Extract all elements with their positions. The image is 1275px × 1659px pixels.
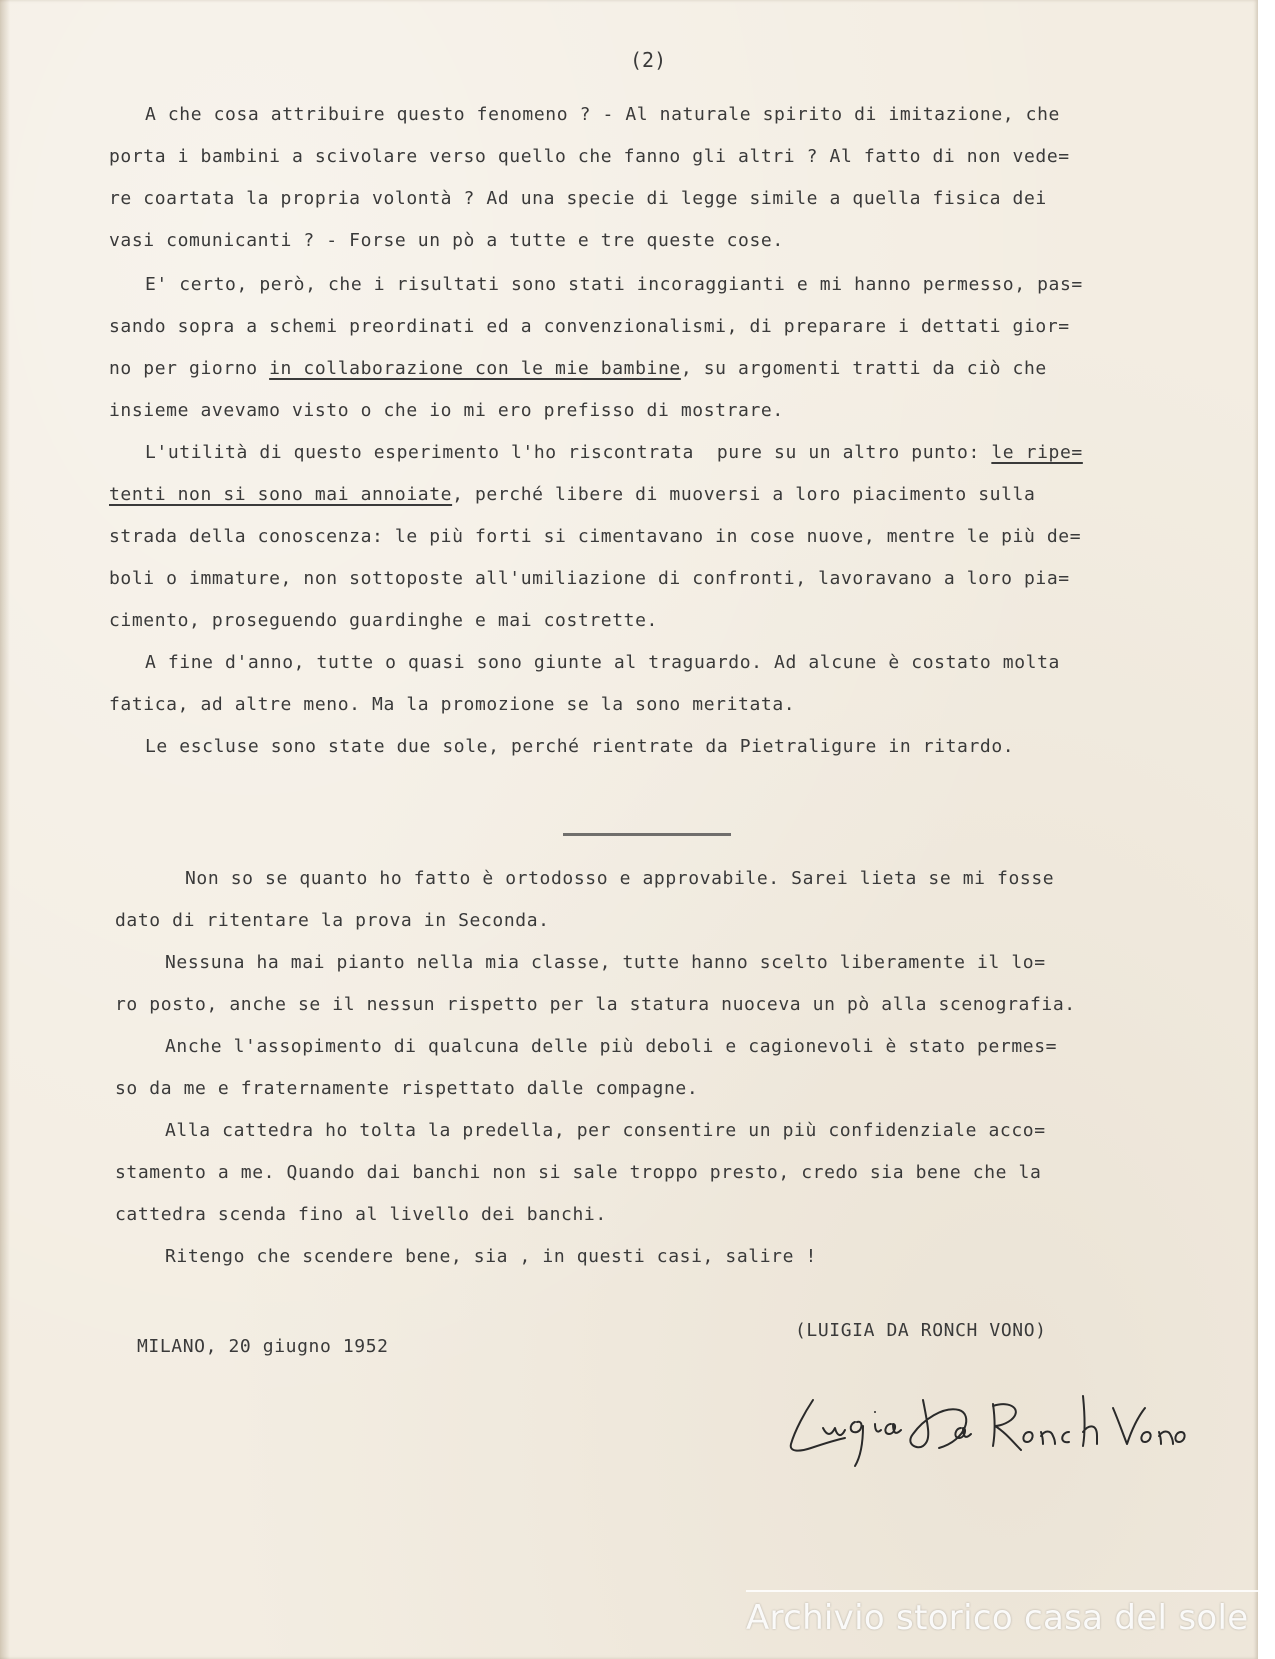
text-segment: , su argomenti tratti da ciò che <box>680 358 1047 379</box>
handwritten-signature <box>783 1382 1193 1472</box>
underlined-text: tenti non si sono mai annoiate <box>109 484 453 505</box>
text-line: A fine d'anno, tutte o quasi sono giunte al traguardo. Ad alcune è costato molta <box>145 652 1060 673</box>
text-line: stamento a me. Quando dai banchi non si sale troppo presto, credo sia bene che la <box>115 1162 1042 1183</box>
text-line: re coartata la propria volontà ? Ad una specie di legge simile a quella fisica dei <box>109 188 1047 209</box>
text-line <box>145 442 1083 464</box>
section-divider <box>563 833 731 836</box>
underlined-text: in collaborazione con le mie bambine <box>269 358 681 379</box>
text-line: Le escluse sono state due sole, perché rientrate da Pietraligure in ritardo. <box>145 736 1015 757</box>
text-line: Nessuna ha mai pianto nella mia classe, tutte hanno scelto liberamente il lo= <box>165 952 1046 973</box>
place-date: MILANO, 20 giugno 1952 <box>137 1336 389 1357</box>
text-line <box>109 358 1047 380</box>
text-line: dato di ritentare la prova in Seconda. <box>115 910 550 931</box>
text-line: cattedra scenda fino al livello dei banchi. <box>115 1204 607 1225</box>
text-line: ro posto, anche se il nessun rispetto per la statura nuoceva un pò alla scenografia. <box>115 994 1076 1015</box>
text-line: strada della conoscenza: le più forti si cimentavano in cose nuove, mentre le più de= <box>109 526 1082 547</box>
text-line: boli o immature, non sottoposte all'umiliazione di confronti, lavoravano a loro pia= <box>109 568 1070 589</box>
text-segment: no per giorno <box>109 358 270 379</box>
watermark-rule <box>746 1590 1266 1592</box>
underlined-text: le ripe= <box>991 442 1083 463</box>
text-line: Alla cattedra ho tolta la predella, per consentire un più confidenziale acco= <box>165 1120 1046 1141</box>
text-line: Ritengo che scendere bene, sia , in questi casi, salire ! <box>165 1246 817 1267</box>
text-line: fatica, ad altre meno. Ma la promozione se la sono meritata. <box>109 694 796 715</box>
text-segment: L'utilità di questo esperimento l'ho riscontrata pure su un altro punto: <box>145 442 992 463</box>
text-segment: , perché libere di muoversi a loro piacimento sulla <box>452 484 1036 505</box>
archive-watermark: Archivio storico casa del sole <box>746 1598 1249 1638</box>
text-line: porta i bambini a scivolare verso quello che fanno gli altri ? Al fatto di non vede= <box>109 146 1070 167</box>
text-line: insieme avevamo visto o che io mi ero prefisso di mostrare. <box>109 400 784 421</box>
page-number: (2) <box>630 48 667 72</box>
text-line <box>109 484 1035 506</box>
text-line: A che cosa attribuire questo fenomeno ? - Al naturale spirito di imitazione, che <box>145 104 1060 125</box>
text-line: sando sopra a schemi preordinati ed a convenzionalismi, di preparare i dettati gior= <box>109 316 1070 337</box>
text-line: vasi comunicanti ? - Forse un pò a tutte e tre queste cose. <box>109 230 784 251</box>
typed-name: (LUIGIA DA RONCH VONO) <box>795 1320 1047 1341</box>
text-line: Non so se quanto ho fatto è ortodosso e approvabile. Sarei lieta se mi fosse <box>185 868 1055 889</box>
text-line: Anche l'assopimento di qualcuna delle più deboli e cagionevoli è stato permes= <box>165 1036 1058 1057</box>
page-edge <box>0 0 10 1659</box>
text-line: so da me e fraternamente rispettato dalle compagne. <box>115 1078 699 1099</box>
text-line: cimento, proseguendo guardinghe e mai costrette. <box>109 610 658 631</box>
text-line: E' certo, però, che i risultati sono stati incoraggianti e mi hanno permesso, pas= <box>145 274 1083 295</box>
